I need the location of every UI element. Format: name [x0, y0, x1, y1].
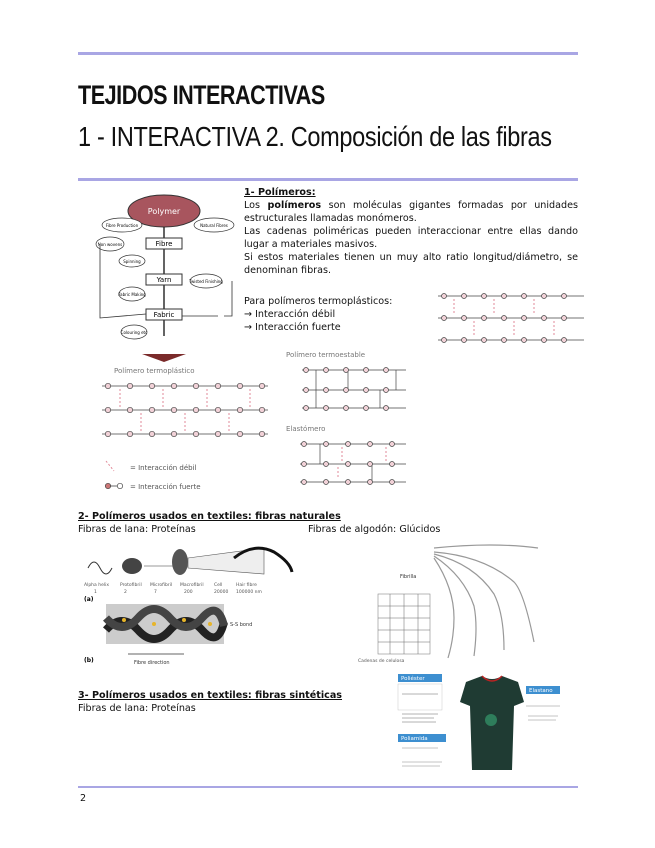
wool-ss: S-S bond — [230, 622, 253, 628]
wool-a: (a) — [84, 596, 94, 603]
fc-n4: Spinning — [123, 259, 141, 264]
p2: Las cadenas poliméricas pueden interaccionar entre ellas dando lugar a materiales masivos. — [244, 226, 578, 251]
fc-fibre: Fibre — [155, 240, 173, 248]
elastomer-label: Elastómero — [286, 425, 326, 433]
page-subtitle: 1 - INTERACTIVA 2. Composición de las fibras — [78, 121, 552, 152]
fc-n6: Fabric Making — [118, 292, 146, 297]
wool-label-0: Alpha helix — [84, 583, 110, 588]
fc-n2: Natural Fibres — [200, 223, 228, 228]
thermoset-diagram — [282, 348, 412, 488]
page-title: TEJIDOS INTERACTIVAS — [78, 80, 325, 110]
cotton-structure-figure — [354, 538, 540, 666]
cotton-cellulose: Cadenas de celulosa — [358, 659, 405, 664]
label-elastano: Elastano — [529, 688, 553, 694]
section1-paragraph — [244, 199, 578, 278]
fc-n3: Non wovens — [97, 242, 123, 247]
p3: Si estos materiales tienen un muy alto ratio longitud/diámetro, se denominan fibras. — [244, 252, 578, 277]
polymer-flowchart — [94, 186, 239, 364]
thermo-intro: Para polímeros termoplásticos: — [244, 296, 393, 307]
label-poliamida: Poliamida — [401, 736, 428, 742]
weak-interaction: → Interacción débil — [244, 309, 336, 320]
wool-size-0: 1 — [94, 590, 97, 595]
thermoplastic-diagram — [100, 364, 270, 494]
p1-post: son moléculas gigantes formadas por unidades estructurales llamadas monómeros. — [244, 200, 579, 225]
bottom-rule — [78, 786, 578, 788]
wool-size-5: 100000 nm — [236, 590, 262, 595]
label-poliester: Poliéster — [401, 676, 425, 682]
p1-bold: polímeros — [267, 200, 322, 211]
fc-n1: Fibre Production — [105, 223, 139, 228]
chains-diagram-right — [436, 288, 586, 348]
page-number: 2 — [80, 793, 87, 804]
wool-label-1: Protofibril — [120, 583, 142, 588]
wool-b: (b) — [84, 657, 94, 664]
fc-fabric: Fabric — [153, 311, 175, 319]
cotton-fibril: Fibrilla — [400, 574, 417, 580]
wool-size-2: 7 — [154, 590, 157, 595]
synthetic-shirt-figure — [394, 672, 562, 778]
wool-dir: Fibre direction — [134, 660, 170, 666]
synthetic-caption: Fibras de lana: Proteínas — [78, 703, 196, 714]
section3-heading: 3- Polímeros usados en textiles: fibras sintéticas — [78, 690, 343, 701]
fc-n5: Twisted Finishing — [189, 279, 223, 284]
legend-strong: = Interacción fuerte — [130, 483, 201, 491]
wool-size-4: 20000 — [214, 590, 229, 595]
title-rule — [78, 178, 578, 181]
wool-label-2: Microfibril — [150, 583, 173, 588]
fc-n7: Colouring etc — [120, 330, 148, 335]
top-rule — [78, 52, 578, 55]
p1-pre: Los — [244, 200, 268, 211]
wool-label-3: Macrofibril — [180, 583, 204, 588]
wool-size-3: 200 — [184, 590, 193, 595]
section1-heading: 1- Polímeros: — [244, 187, 316, 198]
wool-size-1: 2 — [124, 590, 127, 595]
cotton-caption: Fibras de algodón: Glúcidos — [308, 524, 441, 535]
wool-caption: Fibras de lana: Proteínas — [78, 524, 196, 535]
strong-interaction: → Interacción fuerte — [244, 322, 341, 333]
legend-weak: = Interacción débil — [130, 464, 197, 472]
thermoset-label: Polímero termoestable — [286, 351, 366, 359]
section2-heading: 2- Polímeros usados en textiles: fibras naturales — [78, 511, 341, 522]
thermo-label: Polímero termoplástico — [114, 367, 195, 375]
wool-label-4: Cell — [214, 583, 223, 588]
wool-structure-figure — [84, 540, 294, 668]
fc-polymer: Polymer — [147, 207, 181, 216]
wool-label-5: Hair fibre — [236, 583, 257, 588]
fc-yarn: Yarn — [156, 276, 172, 284]
